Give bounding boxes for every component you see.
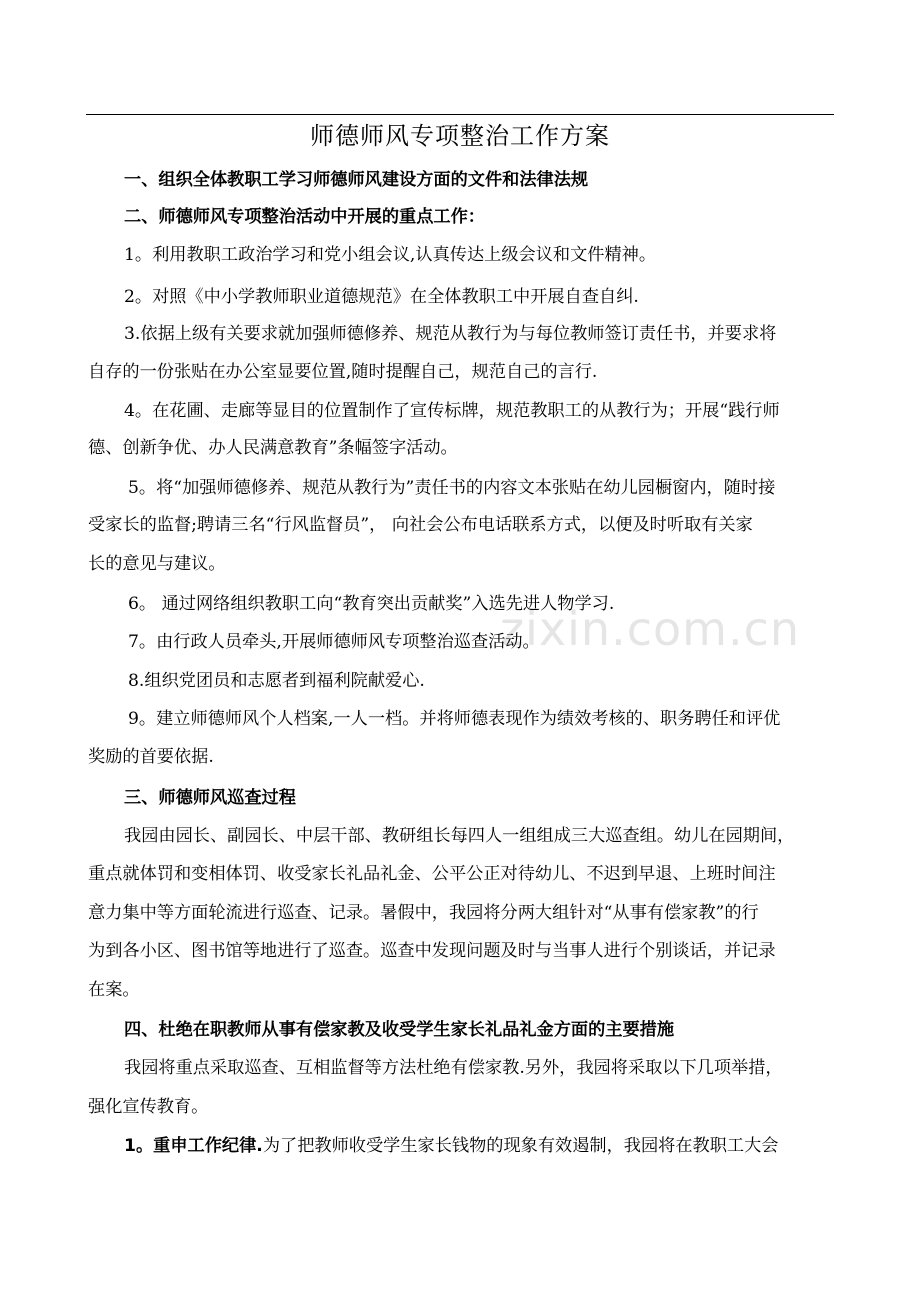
paragraph-line	[124, 1134, 778, 1158]
section-heading-1: 一、组织全体教职工学习师德师风建设方面的文件和法律法规	[124, 170, 589, 190]
paragraph-line: 长的意见与建议。	[88, 554, 226, 574]
paragraph-line: 我园由园长、副园长、中层干部、教研组长每四人一组组成三大巡查组。幼儿在园期间，	[124, 826, 795, 846]
paragraph-line: 意力集中等方面轮流进行巡查、记录。暑假中，我园将分两大组针对“从事有偿家教”的行	[88, 903, 759, 923]
paragraph-line: 8.组织党团员和志愿者到福利院献爱心.	[128, 671, 425, 691]
paragraph-line: 德、创新争优、办人民满意教育”条幅签字活动。	[88, 438, 458, 458]
watermark: zixin.com.cn	[500, 602, 801, 656]
header-rule	[86, 114, 834, 115]
paragraph-line: 4。在花圃、走廊等显目的位置制作了宣传标牌，规范教职工的从教行为；开展“践行师	[124, 401, 780, 421]
paragraph-line: 强化宣传教育。	[88, 1097, 209, 1117]
paragraph-line: 在案。	[88, 980, 140, 1000]
paragraph-line: 3.依据上级有关要求就加强师德修养、规范从教行为与每位教师签订责任书，并要求将	[124, 324, 777, 344]
paragraph-line: 重点就体罚和变相体罚、收受家长礼品礼金、公平公正对待幼儿、不迟到早退、上班时间注	[88, 864, 776, 884]
section-heading-3: 三、师德师风巡查过程	[124, 788, 296, 808]
paragraph-line: 2。对照《中小学教师职业道德规范》在全体教职工中开展自查自纠.	[124, 287, 639, 307]
paragraph-line: 6。 通过网络组织教职工向“教育突出贡献奖”入选先进人物学习.	[128, 594, 615, 614]
page-title: 师德师风专项整治工作方案	[310, 122, 610, 150]
paragraph-line: 1。利用教职工政治学习和党小组会议,认真传达上级会议和文件精神。	[124, 245, 657, 265]
paragraph-line: 自存的一份张贴在办公室显要位置,随时提醒自己，规范自己的言行.	[88, 362, 598, 382]
paragraph-line: 7。由行政人员牵头,开展师德师风专项整治巡查活动。	[128, 632, 540, 652]
section-heading-2: 二、师德师风专项整治活动中开展的重点工作：	[124, 207, 485, 227]
paragraph-text: 为了把教师收受学生家长钱物的现象有效遏制，我园将在教职工大会	[262, 1136, 779, 1156]
section-heading-4: 四、杜绝在职教师从事有偿家教及收受学生家长礼品礼金方面的主要措施	[124, 1020, 675, 1040]
paragraph-line: 9。建立师德师风个人档案,一人一档。并将师德表现作为绩效考核的、职务聘任和评优	[128, 709, 781, 729]
paragraph-line: 我园将重点采取巡查、互相监督等方法杜绝有偿家教.另外，我园将采取以下几项举措，	[124, 1058, 783, 1078]
paragraph-line: 受家长的监督;聘请三名“行风监督员”， 向社会公布电话联系方式，以便及时听取有关家	[88, 515, 753, 535]
paragraph-line: 奖励的首要依据.	[88, 747, 214, 767]
paragraph-line: 5。将“加强师德修养、规范从教行为”责任书的内容文本张贴在幼儿园橱窗内，随时接	[128, 478, 776, 498]
bold-lead: 1。重申工作纪律.	[124, 1136, 263, 1156]
paragraph-line: 为到各小区、图书馆等地进行了巡查。巡查中发现问题及时与当事人进行个别谈话，并记录	[88, 941, 776, 961]
